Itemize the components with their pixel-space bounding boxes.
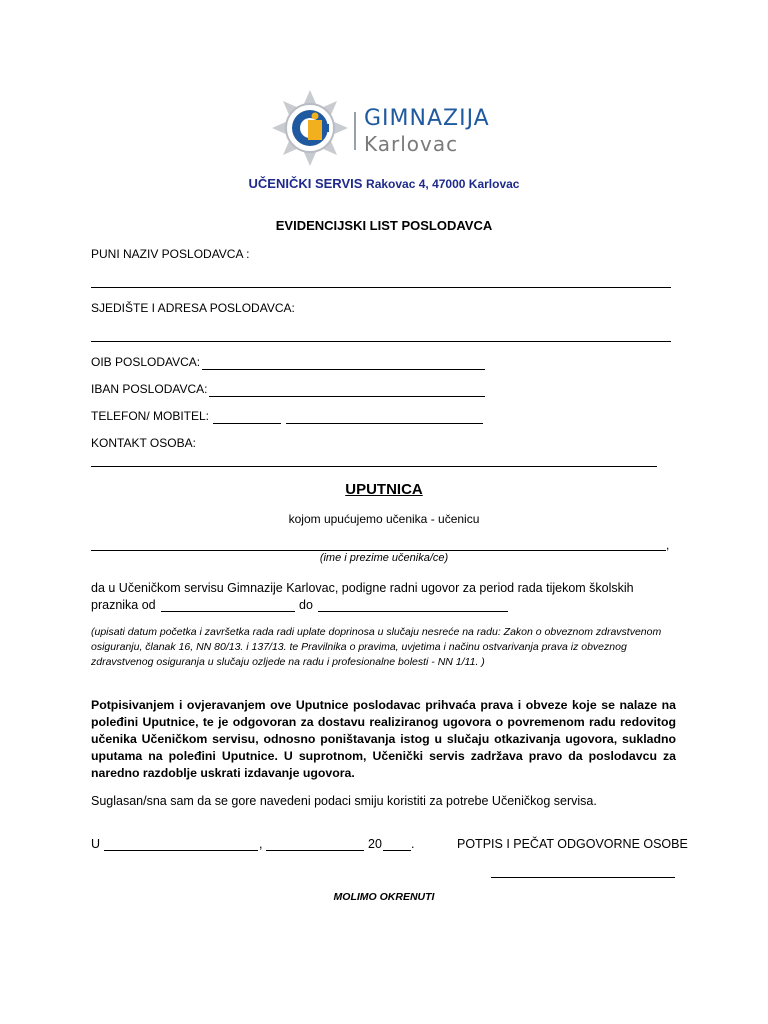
- date-field[interactable]: [266, 850, 364, 851]
- place-comma: ,: [259, 837, 263, 851]
- year-field[interactable]: [383, 850, 411, 851]
- student-name-comma: ,: [666, 538, 670, 552]
- iban-field[interactable]: [209, 396, 485, 397]
- signature-label: POTPIS I PEČAT ODGOVORNE OSOBE: [457, 837, 688, 851]
- employer-name-label: PUNI NAZIV POSLODAVCA :: [91, 247, 250, 261]
- period-to-field[interactable]: [318, 611, 508, 612]
- oib-label: OIB POSLODAVCA:: [91, 355, 201, 369]
- oib-field[interactable]: [202, 369, 485, 370]
- logo-city: Karlovac: [364, 132, 459, 156]
- servis-heading: [0, 176, 768, 191]
- period-line-1: da u Učeničkom servisu Gimnazije Karlovac, podigne radni ugovor za period rada tijekom školskih: [91, 581, 634, 595]
- mobile-field[interactable]: [286, 423, 483, 424]
- consent-text: Suglasan/sna sam da se gore navedeni podaci smiju koristiti za potrebe Učeničkog servisa.: [91, 794, 597, 808]
- logo-name: GIMNAZIJA: [364, 106, 490, 131]
- phone-label: TELEFON/ MOBITEL:: [91, 409, 210, 423]
- signature-field[interactable]: [491, 877, 675, 878]
- student-name-hint: (ime i prezime učenika/ce): [319, 552, 449, 564]
- period-from-field[interactable]: [161, 611, 295, 612]
- gimnazija-emblem-icon: [268, 88, 352, 168]
- servis-address: Rakovac 4, 47000 Karlovac: [366, 177, 520, 191]
- period-sentence: [91, 580, 676, 597]
- employer-address-label: SJEDIŠTE I ADRESA POSLODAVCA:: [91, 301, 295, 315]
- contact-field[interactable]: [91, 466, 657, 467]
- turn-over-note: MOLIMO OKRENUTI: [333, 891, 435, 903]
- logo-separator: [354, 112, 356, 150]
- uputnica-title: UPUTNICA: [345, 481, 423, 498]
- servis-name: UČENIČKI SERVIS: [248, 176, 363, 191]
- place-label: U: [91, 837, 101, 851]
- place-field[interactable]: [104, 850, 258, 851]
- phone-field[interactable]: [213, 423, 281, 424]
- contact-label: KONTAKT OSOBA:: [91, 436, 196, 450]
- document-title: EVIDENCIJSKI LIST POSLODAVCA: [275, 218, 493, 233]
- school-logo: [268, 88, 500, 168]
- employer-address-field[interactable]: [91, 341, 671, 342]
- iban-label: IBAN POSLODAVCA:: [91, 382, 208, 396]
- obligations-text: Potpisivanjem i ovjeravanjem ove Uputnice poslodavac prihvaća prava i obveze koje se nalaze na poleđini Uputnice, te je odgovoran za dostavu realiziranog ugovora o povremenom radu redovitog učenika Učeničkom servisu, odnosno poništavanja istog u slučaju otkazivanja ugovora, sukladno uputama na poleđini Uputnice. U suprotnom, Učenički servis zadržava pravo da poslodavcu za naredno razdoblje uskrati izdavanje ugovora.: [91, 698, 676, 780]
- period-to-label: do: [299, 598, 313, 612]
- year-prefix: 20: [368, 837, 382, 851]
- student-name-field[interactable]: [91, 550, 666, 551]
- uputnica-subtitle: kojom upućujemo učenika - učenicu: [288, 512, 480, 526]
- period-from-label: praznika od: [91, 598, 156, 612]
- year-period: .: [411, 837, 415, 851]
- legal-note: (upisati datum početka i završetka rada radi uplate doprinosa u slučaju nesreće na radu: Zakon o obveznom zdravstvenom osiguranju, članak 16, NN 80/13. i 137/13. te Pravilnika o pravima, uvjetima i načinu ostvarivanja prava iz obveznog zdravstvenog osiguranja u slučaju ozljede na radu i profesionalne bolesti - NN 1/11. ): [91, 626, 662, 668]
- employer-name-field[interactable]: [91, 287, 671, 288]
